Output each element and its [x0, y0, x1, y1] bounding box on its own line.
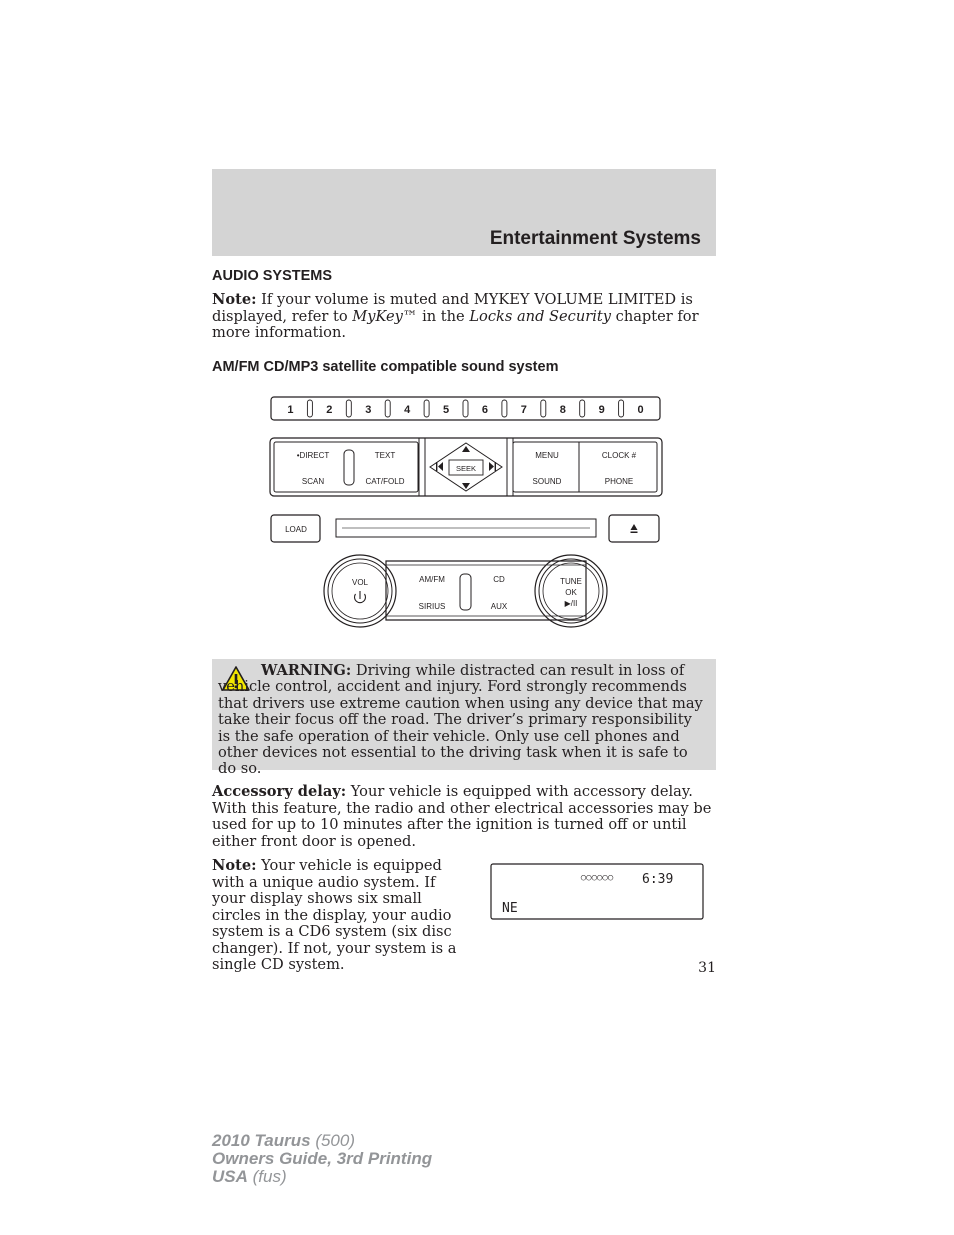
preset-button-4[interactable]: 4	[404, 404, 411, 416]
footer	[212, 1132, 432, 1186]
radio-display-diagram	[490, 863, 705, 921]
sound-system-subheading: AM/FM CD/MP3 satellite compatible sound system	[212, 359, 559, 375]
vol-label: VOL	[351, 578, 369, 587]
chapter-title: Entertainment Systems	[489, 228, 701, 249]
preset-divider	[346, 400, 351, 417]
scan-button[interactable]: SCAN	[301, 477, 325, 486]
accessory-delay-text: Your vehicle is equipped with accessory delay. With this feature, the radio and other electrical accessories may be used for up to 10 minutes after the ignition is turned off or until either front door is opened.	[212, 783, 712, 850]
preset-buttons	[287, 400, 643, 417]
amfm-button[interactable]: AM/FM	[419, 575, 445, 584]
load-label: LOAD	[285, 525, 307, 534]
direct-button[interactable]: •DIRECT	[296, 451, 330, 460]
footer-model-code: (500)	[310, 1131, 356, 1150]
ok-label: OK	[565, 588, 577, 597]
preset-divider	[619, 400, 624, 417]
sirius-button[interactable]: SIRIUS	[418, 602, 446, 611]
footer-region: USA	[212, 1167, 248, 1186]
tune-label: TUNE	[560, 577, 582, 586]
radio-faceplate-diagram	[268, 393, 664, 655]
preset-button-3[interactable]: 3	[365, 404, 372, 416]
chapter-header-band	[212, 169, 716, 256]
power-icon	[355, 591, 366, 603]
clock-button[interactable]: CLOCK #	[601, 451, 637, 460]
note-text-c: chapter for more information.	[212, 307, 699, 341]
menu-button[interactable]: MENU	[535, 451, 559, 460]
note-volume-muted	[212, 292, 716, 342]
preset-button-0[interactable]: 0	[637, 404, 644, 416]
preset-button-5[interactable]: 5	[442, 404, 450, 416]
source-rocker-divider	[460, 574, 471, 610]
preset-button-8[interactable]: 8	[559, 404, 566, 416]
preset-divider	[463, 400, 468, 417]
play-pause-icon: ▶/II	[564, 599, 578, 608]
preset-button-9[interactable]: 9	[598, 404, 605, 416]
eject-icon	[631, 524, 638, 533]
preset-button-7[interactable]: 7	[520, 404, 527, 416]
text-button[interactable]: TEXT	[374, 451, 396, 460]
footer-guide: Owners Guide, 3rd Printing	[212, 1149, 433, 1168]
accessory-delay-label: Accessory delay:	[212, 783, 347, 800]
preset-divider	[385, 400, 390, 417]
seek-next-icon[interactable]	[489, 462, 496, 471]
aux-button[interactable]: AUX	[490, 602, 508, 611]
left-rocker-divider	[344, 450, 354, 485]
seek-control[interactable]	[430, 443, 502, 491]
note-label: Note:	[212, 857, 257, 874]
page-number: 31	[698, 960, 716, 976]
source-panel	[386, 561, 586, 620]
warning-text	[218, 663, 708, 778]
preset-divider	[307, 400, 312, 417]
cd-button[interactable]: CD	[493, 575, 505, 584]
warning-label: WARNING:	[261, 662, 352, 679]
note-label: Note:	[212, 291, 257, 308]
note-text-b: in the	[417, 307, 470, 325]
seek-label: SEEK	[455, 464, 477, 473]
warning-box	[212, 659, 716, 778]
preset-button-2[interactable]: 2	[326, 404, 333, 416]
mykey-reference: MyKey™	[352, 307, 418, 325]
preset-button-6[interactable]: 6	[481, 404, 489, 416]
preset-divider	[541, 400, 546, 417]
warning-body: Driving while distracted can result in loss of vehicle control, accident and injury. Ford strongly recommends that drivers use extreme caution when using any device that may take their focus off the road. The driver’s primary responsibility is the safe operation of their vehicle. Only use cell phones and other devices not essential to the driving task when it is safe to do so.	[218, 662, 703, 778]
display-compass-heading: NE	[502, 901, 518, 916]
volume-knob[interactable]	[324, 555, 396, 627]
locks-security-reference: Locks and Security	[469, 307, 612, 325]
footer-model: 2010 Taurus	[212, 1131, 311, 1150]
seek-previous-icon[interactable]	[436, 462, 443, 471]
phone-button[interactable]: PHONE	[604, 477, 634, 486]
seek-up-icon[interactable]	[462, 446, 470, 452]
seek-down-icon[interactable]	[462, 483, 470, 489]
note-audio-system	[212, 858, 468, 974]
preset-divider	[424, 400, 429, 417]
accessory-delay-paragraph	[212, 784, 716, 850]
note-audio-system-text: Your vehicle is equipped with a unique audio system. If your display shows six small circles in the display, your audio system is a CD6 system (six disc changer). If not, your system is a single CD system.	[212, 857, 457, 973]
preset-divider	[580, 400, 585, 417]
note-text-a: If your volume is muted and MYKEY VOLUME LIMITED is displayed, refer to	[212, 291, 693, 325]
preset-button-1[interactable]: 1	[287, 404, 294, 416]
display-clock: 6:39	[642, 872, 674, 887]
sound-button[interactable]: SOUND	[532, 477, 562, 486]
catfold-button[interactable]: CAT/FOLD	[365, 477, 405, 486]
disc-circles-indicator: ○○○○○○	[580, 873, 614, 883]
preset-divider	[502, 400, 507, 417]
footer-region-code: (fus)	[247, 1167, 287, 1186]
section-heading: AUDIO SYSTEMS	[212, 268, 333, 284]
